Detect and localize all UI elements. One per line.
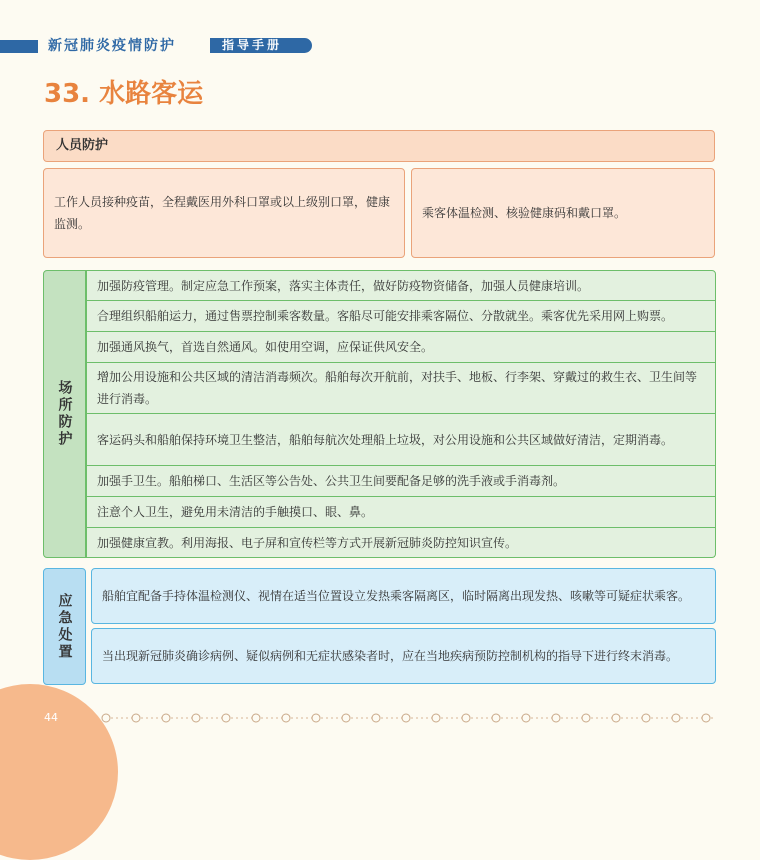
header-tag: 指导手册 xyxy=(210,38,312,53)
page-title: 33. 水路客运 xyxy=(44,79,204,109)
venue-item: 加强防疫管理。制定应急工作预案，落实主体责任，做好防疫物资储备，加强人员健康培训。 xyxy=(86,270,716,301)
venue-item: 加强手卫生。船舶梯口、生活区等公告处、公共卫生间要配备足够的洗手液或手消毒剂。 xyxy=(86,466,716,497)
venue-item: 客运码头和船舶保持环境卫生整洁，船舶每航次处理船上垃圾，对公用设施和公共区域做好清洁，定期消毒。 xyxy=(86,414,716,466)
personal-protection-heading: 人员防护 xyxy=(43,130,715,162)
dotted-divider xyxy=(100,710,720,726)
emergency-label: 应急处置 xyxy=(43,568,86,685)
emergency-item: 当出现新冠肺炎确诊病例、疑似病例和无症状感染者时，应在当地疾病预防控制机构的指导下进行终末消毒。 xyxy=(91,628,716,684)
personal-staff-box xyxy=(43,168,405,258)
header-title: 新冠肺炎疫情防护 xyxy=(48,38,176,54)
page-number: 44 xyxy=(44,711,58,724)
venue-item: 加强健康宣教。利用海报、电子屏和宣传栏等方式开展新冠肺炎防控知识宣传。 xyxy=(86,528,716,558)
personal-passenger-text: 乘客体温检测、核验健康码和戴口罩。 xyxy=(422,206,627,220)
venue-protection-list xyxy=(86,270,716,558)
venue-item: 合理组织船舶运力，通过售票控制乘客数量。客船尽可能安排乘客隔位、分散就坐。乘客优先采用网上购票。 xyxy=(86,301,716,332)
venue-protection-label: 场所防护 xyxy=(43,270,86,558)
personal-passenger-box xyxy=(411,168,715,258)
venue-item: 增加公用设施和公共区域的清洁消毒频次。船舶每次开航前，对扶手、地板、行李架、穿戴过的救生衣、卫生间等进行消毒。 xyxy=(86,363,716,414)
header-accent-bar xyxy=(0,40,38,53)
personal-staff-text: 工作人员接种疫苗，全程戴医用外科口罩或以上级别口罩，健康监测。 xyxy=(54,195,391,231)
emergency-item: 船舶宜配备手持体温检测仪、视情在适当位置设立发热乘客隔离区，临时隔离出现发热、咳嗽等可疑症状乘客。 xyxy=(91,568,716,624)
venue-item: 加强通风换气，首选自然通风。如使用空调，应保证供风安全。 xyxy=(86,332,716,363)
venue-item: 注意个人卫生，避免用未清洁的手触摸口、眼、鼻。 xyxy=(86,497,716,528)
